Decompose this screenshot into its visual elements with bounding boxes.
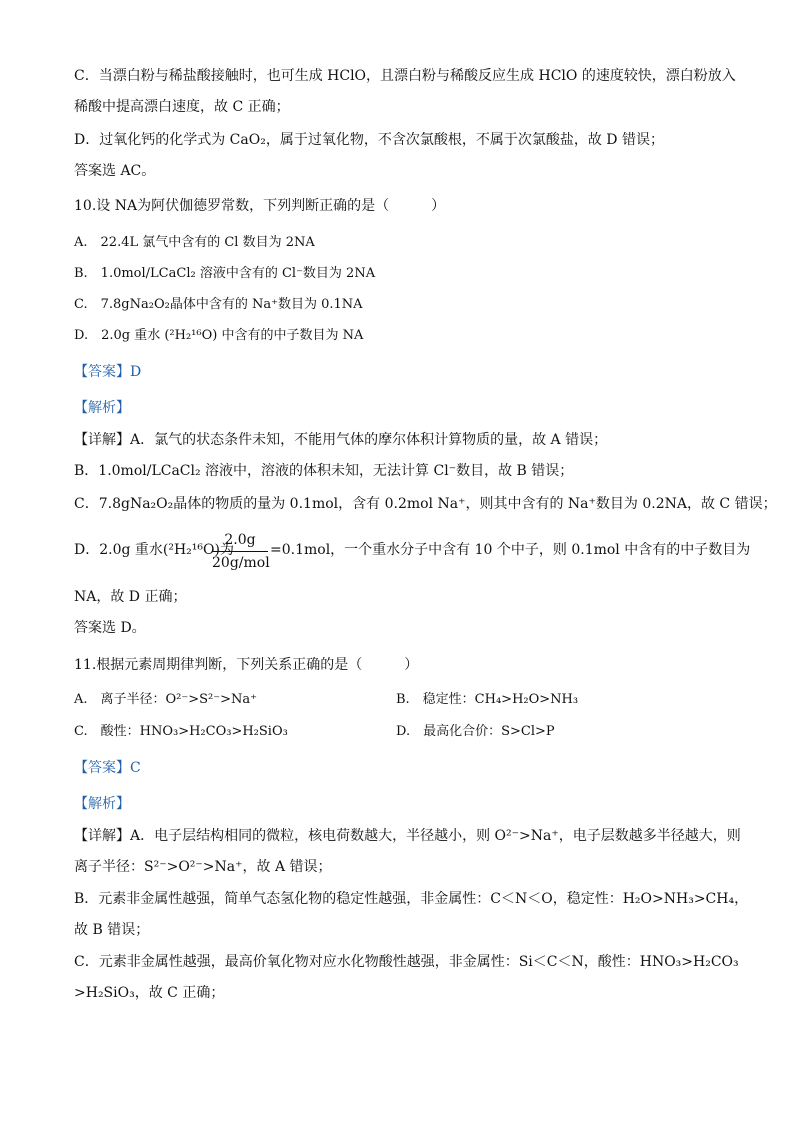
question-stem: 11.根据元素周期律判断，下列关系正确的是（ ）: [74, 657, 419, 673]
fraction-denominator: 20g/mol: [212, 555, 270, 571]
option-a: A. 离子半径：O²⁻>S²⁻>Na⁺: [74, 692, 258, 707]
explanation-line: C．7.8gNa₂O₂晶体的物质的量为 0.1mol，含有 0.2mol Na⁺，则其中含有的 Na⁺数目为 0.2NA，故 C 错误；: [74, 496, 777, 512]
conclusion: 答案选 D。: [74, 620, 146, 636]
explanation-line: B．1.0mol/LCaCl₂ 溶液中，溶液的体积未知，无法计算 Cl⁻数目，故 B 错误；: [74, 463, 574, 479]
text-line: D．过氧化钙的化学式为 CaO₂，属于过氧化物，不含次氯酸根，不属于次氯酸盐，故 D 错误；: [74, 132, 664, 148]
option-c: C. 酸性：HNO₃>H₂CO₃>H₂SiO₃: [74, 724, 288, 739]
analysis-label: 【解析】: [74, 796, 130, 812]
explanation-line: C．元素非金属性越强，最高价氧化物对应水化物酸性越强，非金属性：Si＜C＜N，酸性：HNO₃>H₂CO₃: [74, 954, 739, 970]
option-b: B. 1.0mol/LCaCl₂ 溶液中含有的 Cl⁻数目为 2NA: [74, 266, 376, 281]
fraction: [212, 530, 268, 573]
explanation-line: 【详解】A．电子层结构相同的微粒，核电荷数越大，半径越小，则 O²⁻>Na⁺，电子层数越多半径越大，则: [74, 828, 741, 844]
answer-label: 【答案】C: [74, 760, 141, 776]
text-line: 答案选 AC。: [74, 163, 156, 179]
fraction-numerator: 2.0g: [224, 532, 256, 548]
option-b: B. 稳定性：CH₄>H₂O>NH₃: [396, 692, 579, 707]
option-c: C. 7.8gNa₂O₂晶体中含有的 Na⁺数目为 0.1NA: [74, 297, 363, 312]
explanation-line: B．元素非金属性越强，简单气态氢化物的稳定性越强，非金属性：C＜N＜O，稳定性：H₂O>NH₃>CH₄，: [74, 891, 749, 907]
option-d: D. 2.0g 重水 (²H₂¹⁶O) 中含有的中子数目为 NA: [74, 328, 364, 343]
answer-label: 【答案】D: [74, 364, 142, 380]
explanation-line: 离子半径：S²⁻>O²⁻>Na⁺，故 A 错误；: [74, 859, 332, 875]
explanation-line: 【详解】A．氯气的状态条件未知，不能用气体的摩尔体积计算物质的量，故 A 错误；: [74, 432, 608, 448]
fraction-bar: [212, 551, 268, 552]
explanation-line: 故 B 错误；: [74, 922, 150, 938]
text-line: 稀酸中提高漂白速度，故 C 正确；: [74, 99, 290, 115]
explanation-line-post: =0.1mol，一个重水分子中含有 10 个中子，则 0.1mol 中含有的中子数目为: [270, 542, 751, 558]
explanation-line: >H₂SiO₃，故 C 正确；: [74, 985, 225, 1001]
explanation-line-pre: D．2.0g 重水(²H₂¹⁶O)为: [74, 542, 234, 558]
option-a: A. 22.4L 氯气中含有的 Cl 数目为 2NA: [74, 235, 315, 250]
option-d: D. 最高化合价：S>Cl>P: [396, 724, 555, 739]
analysis-label: 【解析】: [74, 400, 130, 416]
text-line: C．当漂白粉与稀盐酸接触时，也可生成 HClO，且漂白粉与稀酸反应生成 HClO 的速度较快，漂白粉放入: [74, 68, 736, 84]
question-stem: 10.设 NA为阿伏伽德罗常数，下列判断正确的是（ ）: [74, 198, 446, 214]
explanation-line: NA，故 D 正确；: [74, 589, 187, 605]
